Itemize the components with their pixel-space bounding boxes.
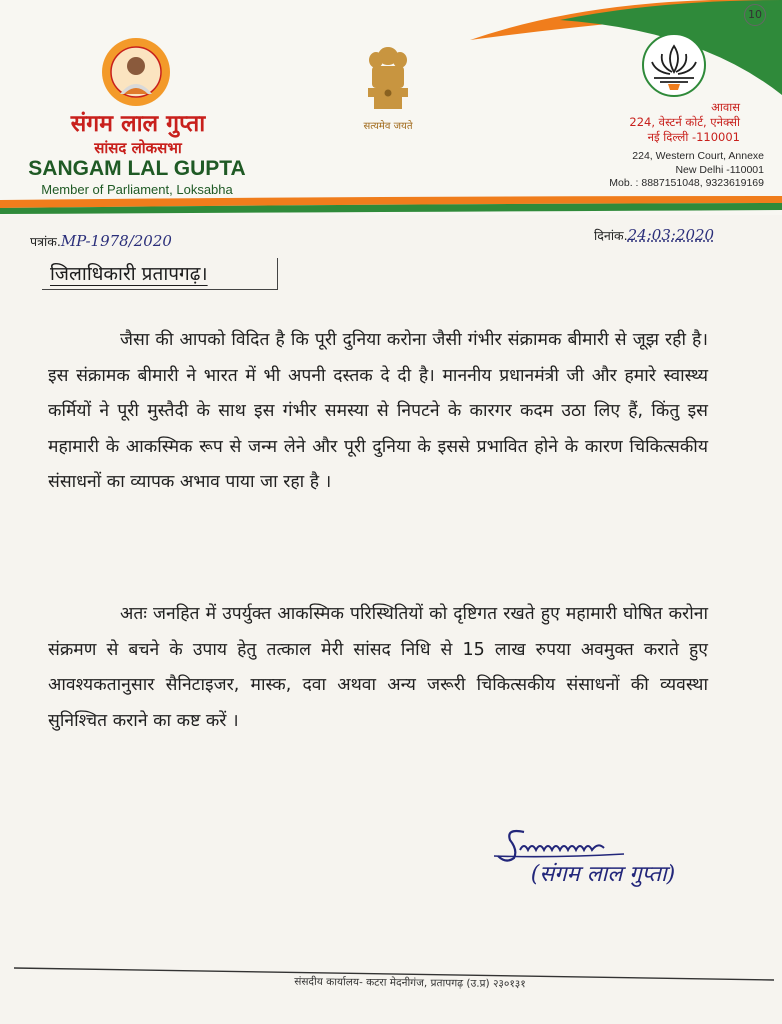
mp-name-hindi: संगम लाल गुप्ता: [70, 111, 206, 137]
mp-title-english: Member of Parliament, Loksabha: [41, 182, 233, 197]
recipient-heading: जिलाधिकारी प्रतापगढ़।: [42, 258, 278, 290]
portrait-emblem-icon: [98, 36, 174, 108]
lotus-party-logo-icon: [632, 32, 716, 98]
address-english-line: New Delhi -110001: [675, 163, 764, 176]
emblem-motto: सत्यमेव जयते: [363, 121, 413, 132]
signatory-name: (संगम लाल गुप्ता): [530, 862, 676, 887]
address-english: [560, 150, 764, 191]
page-number: 10: [744, 4, 766, 26]
body-paragraph: अतः जनहित में उपर्युक्त आकस्मिक परिस्थितियों को दृष्टिगत रखते हुए महामारी घोषित करोना संक्रमण से बचने के उपाय हेतु तत्काल मेरी सांसद निधि से 15 लाख रुपया अवमुक्त कराते हुए आवश्यकतानुसार सैनिटाइजर, मास्क, दवा अथवा अन्य जरूरी चिकित्सकीय संसाधनों की व्यवस्था सुनिश्चित कराने का कष्ट करें ।: [48, 604, 708, 731]
reference-value: MP-1978/2020: [60, 232, 172, 250]
mp-name-english: SANGAM LAL GUPTA: [28, 157, 246, 180]
date-value: 24:03:2020: [627, 226, 715, 244]
address-english-line: 224, Western Court, Annexe: [632, 150, 764, 162]
national-emblem-icon: [362, 42, 414, 114]
letter-date: दिनांक.24:03:2020: [594, 226, 715, 244]
address-hindi-line: 224, वेस्टर्न कोर्ट, एनेक्सी: [629, 115, 740, 129]
date-label: दिनांक: [594, 228, 624, 243]
reference-number: पत्रांक.MP-1978/2020: [30, 232, 172, 250]
reference-label: पत्रांक: [30, 234, 57, 249]
mp-title-hindi: सांसद लोकसभा: [94, 139, 182, 157]
address-english-line: Mob. : 8887151048, 9323619169: [609, 177, 764, 189]
address-hindi-line: नई दिल्ली -110001: [647, 130, 740, 144]
address-hindi-line: आवास: [711, 100, 740, 114]
body-paragraph: जैसा की आपको विदित है कि पूरी दुनिया करोना जैसी गंभीर संक्रामक बीमारी से जूझ रही है। इस संक्रामक बीमारी ने भारत में भी अपनी दस्तक दे दी है। माननीय प्रधानमंत्री जी और हमारे स्वास्थ्य कर्मियों ने पूरी मुस्तैदी के साथ इस गंभीर समस्या से निपटने के कारगर कदम उठा लिए हैं, किंतु इस महामारी के आकस्मिक रूप से जन्म लेने और पूरी दुनिया के इससे प्रभावित होने के कारण चिकित्सकीय संसाधनों का व्यापक अभाव पाया जा रहा है ।: [48, 330, 708, 492]
footer-office-address: संसदीय कार्यालय- कटरा मेदनीगंज, प्रतापगढ़ (उ.प्र) २३०१३१: [294, 975, 526, 991]
address-hindi: [560, 100, 740, 145]
